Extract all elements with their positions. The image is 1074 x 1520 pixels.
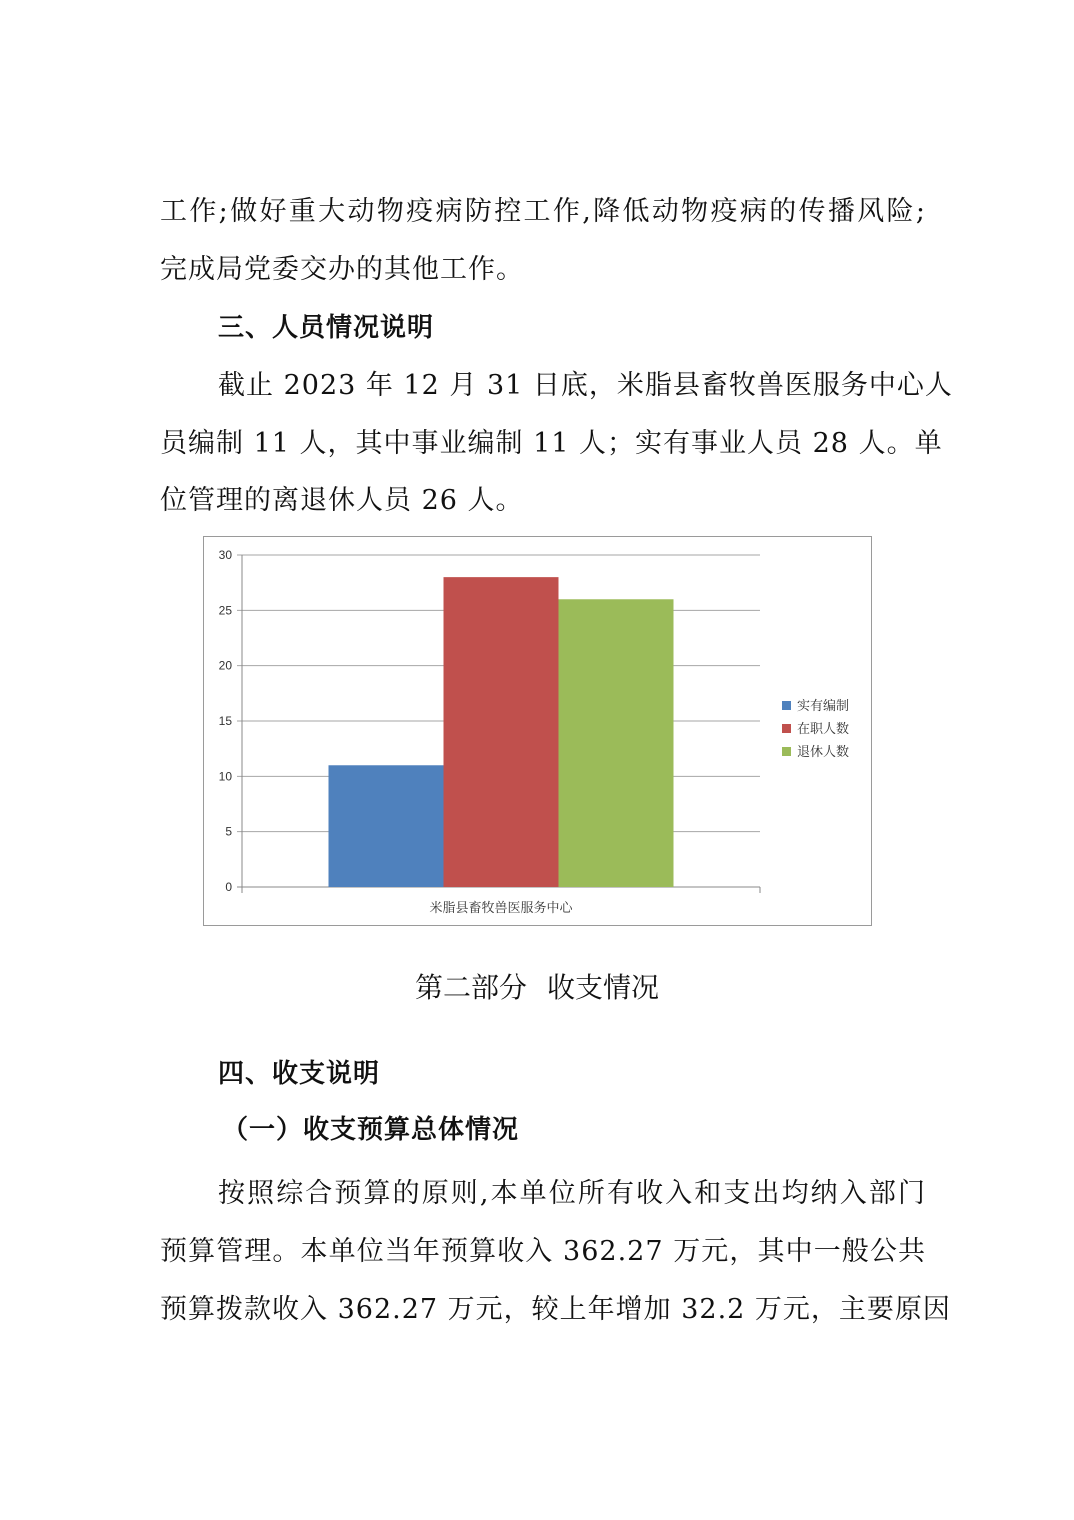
legend-swatch <box>782 747 791 756</box>
legend-swatch <box>782 701 791 710</box>
bar-实有编制 <box>329 765 444 887</box>
staff-bar-chart <box>203 536 872 926</box>
paragraph-line: 按照综合预算的原则,本单位所有收入和支出均纳入部门 <box>218 1178 926 1209</box>
y-tick-label: 20 <box>218 658 232 673</box>
section-heading-budget: 四、收支说明 <box>218 1059 381 1089</box>
x-category-label: 米脂县畜牧兽医服务中心 <box>429 901 573 916</box>
legend-label: 实有编制 <box>797 699 850 714</box>
y-tick-label: 30 <box>218 548 232 562</box>
chart-canvas <box>204 537 873 927</box>
part-number: 第二部分 <box>414 971 527 1004</box>
paragraph-line: 位管理的离退休人员 26 人。 <box>160 485 524 516</box>
y-tick-label: 15 <box>218 714 232 728</box>
paragraph-line: 预算拨款收入 362.27 万元，较上年增加 32.2 万元，主要原因 <box>160 1294 951 1325</box>
bar-退休人数 <box>559 599 674 887</box>
paragraph-line: 工作;做好重大动物疫病防控工作,降低动物疫病的传播风险; <box>160 196 926 227</box>
paragraph-line: 预算管理。本单位当年预算收入 362.27 万元，其中一般公共 <box>160 1236 926 1267</box>
legend-swatch <box>782 724 791 733</box>
subsection-heading: （一）收支预算总体情况 <box>222 1115 520 1145</box>
legend-label: 在职人数 <box>797 722 850 737</box>
legend-label: 退休人数 <box>797 745 850 760</box>
bar-在职人数 <box>444 577 559 887</box>
y-tick-label: 5 <box>225 824 232 839</box>
y-tick-label: 25 <box>218 603 232 618</box>
part-name: 收支情况 <box>547 971 660 1004</box>
y-tick-label: 0 <box>225 880 232 894</box>
paragraph-line: 截止 2023 年 12 月 31 日底，米脂县畜牧兽医服务中心人 <box>218 370 953 401</box>
paragraph-line: 完成局党委交办的其他工作。 <box>160 254 524 285</box>
section-heading-staff: 三、人员情况说明 <box>218 313 435 343</box>
paragraph-line: 员编制 11 人，其中事业编制 11 人；实有事业人员 28 人。单 <box>160 428 943 459</box>
y-tick-label: 10 <box>218 769 232 784</box>
part-title <box>0 968 1074 1008</box>
